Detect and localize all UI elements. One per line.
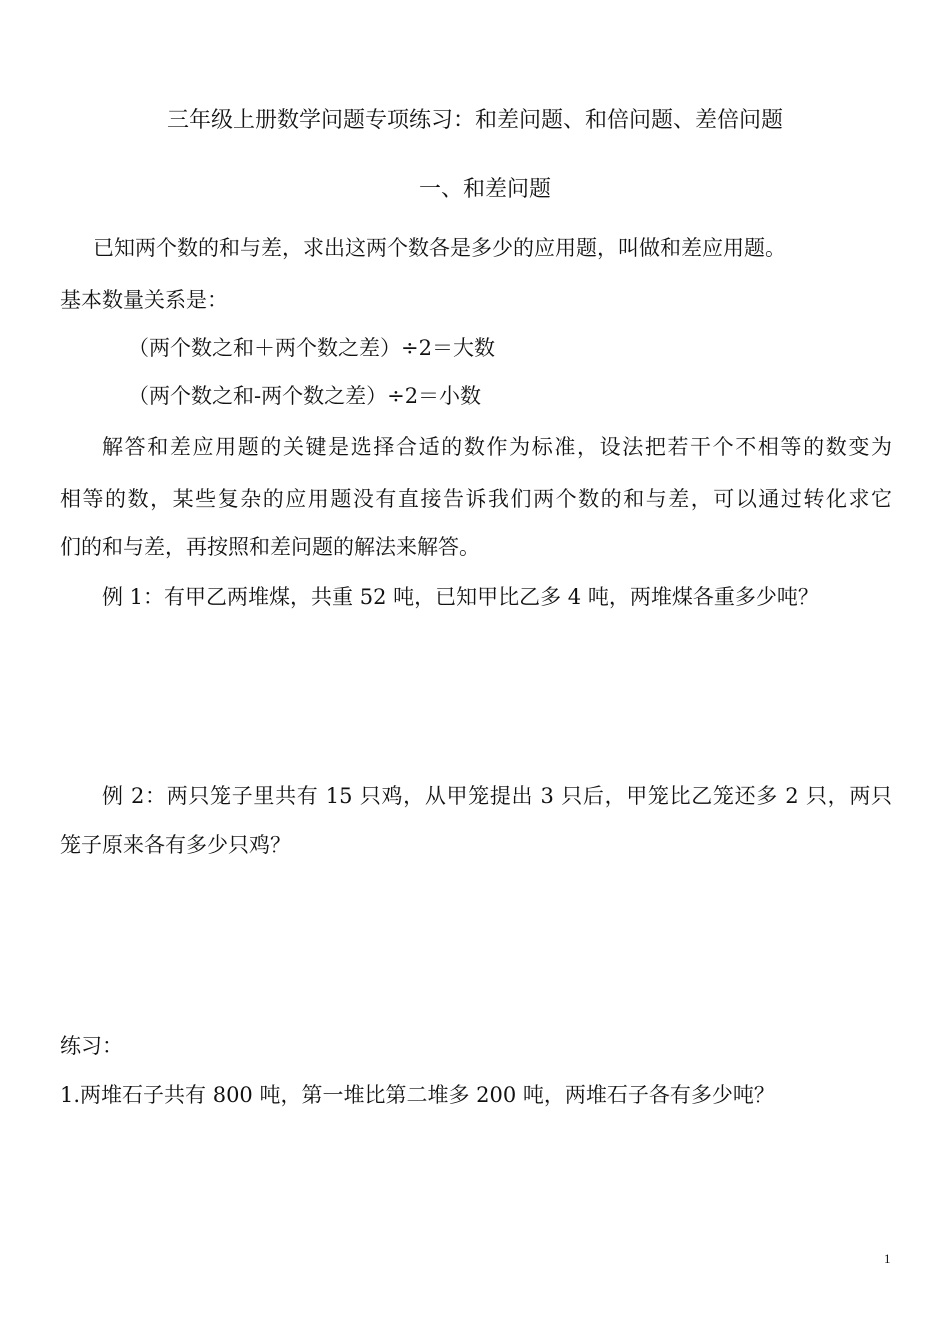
key-paragraph-line: 相等的数，某些复杂的应用题没有直接告诉我们两个数的和与差，可以通过转化求它 <box>60 487 892 511</box>
definition-text: 已知两个数的和与差，求出这两个数各是多少的应用题，叫做和差应用题。 <box>93 236 786 260</box>
key-paragraph-line: 们的和与差，再按照和差问题的解法来解答。 <box>60 535 480 559</box>
page-number: 1 <box>884 1251 891 1266</box>
example-1: 例 1：有甲乙两堆煤，共重 52 吨，已知甲比乙多 4 吨，两堆煤各重多少吨？ <box>102 585 819 609</box>
key-paragraph-line: 解答和差应用题的关键是选择合适的数作为标准，设法把若干个不相等的数变为 <box>102 435 892 459</box>
example-2-line: 例 2：两只笼子里共有 15 只鸡，从甲笼提出 3 只后，甲笼比乙笼还多 2 只，两只 <box>102 784 892 808</box>
formula-small-number: （两个数之和-两个数之差）÷2＝小数 <box>128 384 482 408</box>
practice-label: 练习： <box>60 1034 123 1058</box>
practice-item: 1.两堆石子共有 800 吨，第一堆比第二堆多 200 吨，两堆石子各有多少吨？ <box>60 1083 775 1107</box>
example-2-line: 笼子原来各有多少只鸡？ <box>60 833 291 857</box>
section-title: 一、和差问题 <box>418 177 551 202</box>
document-title: 三年级上册数学问题专项练习：和差问题、和倍问题、差倍问题 <box>166 108 783 133</box>
basic-relation-label: 基本数量关系是： <box>60 288 228 312</box>
formula-big-number: （两个数之和＋两个数之差）÷2＝大数 <box>128 336 495 360</box>
